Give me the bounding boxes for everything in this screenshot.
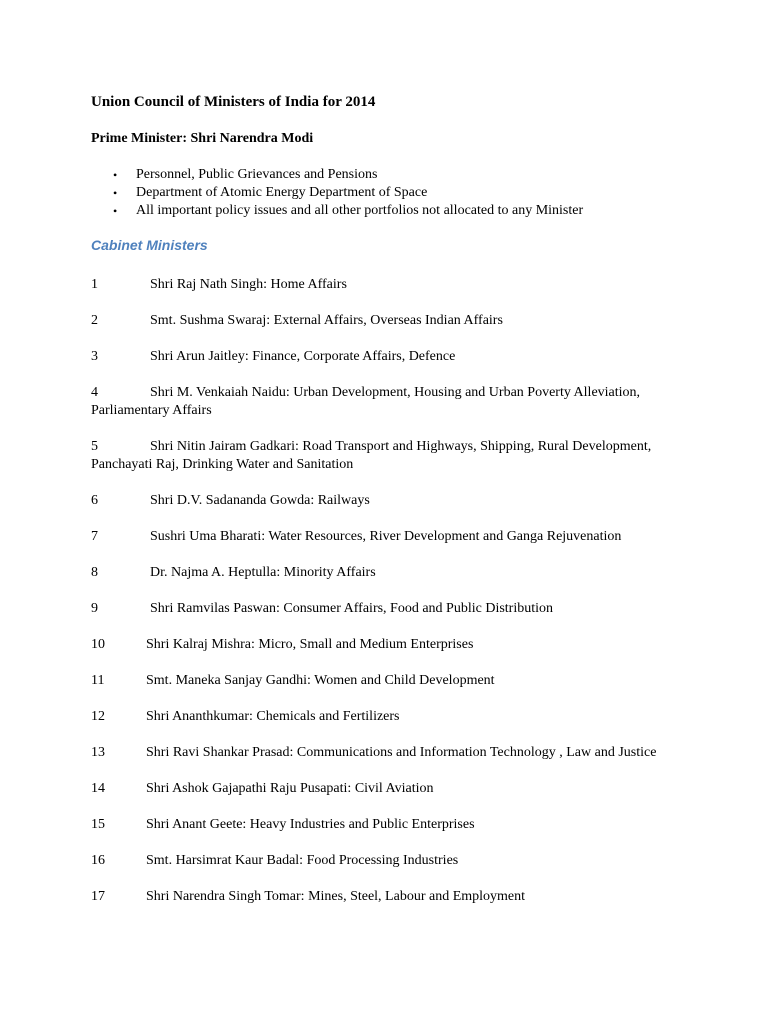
minister-text: Shri Kalraj Mishra: Micro, Small and Medium Enterprises (146, 637, 474, 652)
list-item (91, 564, 681, 582)
list-item (91, 528, 681, 546)
bullet-icon: • (113, 186, 118, 200)
minister-text: Shri Raj Nath Singh: Home Affairs (150, 277, 347, 292)
item-number: 14 (91, 781, 105, 796)
list-item (91, 166, 583, 184)
minister-text: Shri Ashok Gajapathi Raju Pusapati: Civil Aviation (146, 781, 434, 796)
portfolio-text: Department of Atomic Energy Department of Space (136, 185, 428, 200)
minister-text: Shri D.V. Sadananda Gowda: Railways (150, 493, 370, 508)
minister-text: Smt. Harsimrat Kaur Badal: Food Processing Industries (146, 853, 459, 868)
list-item (91, 202, 583, 220)
list-item (91, 780, 681, 798)
item-number: 3 (91, 349, 98, 364)
list-item (91, 888, 681, 906)
list-item (91, 708, 681, 726)
prime-minister-heading: Prime Minister: Shri Narendra Modi (91, 131, 314, 146)
list-item (91, 348, 681, 366)
item-number: 12 (91, 709, 105, 724)
portfolio-text: Personnel, Public Grievances and Pensions (136, 167, 378, 182)
minister-text: Shri Ananthkumar: Chemicals and Fertilizers (146, 709, 400, 724)
item-number: 15 (91, 817, 105, 832)
list-item (91, 744, 681, 762)
item-number: 11 (91, 673, 105, 688)
item-number: 5 (91, 439, 98, 454)
minister-text: Sushri Uma Bharati: Water Resources, River Development and Ganga Rejuvenation (150, 529, 622, 544)
list-item (91, 852, 681, 870)
document-title: Union Council of Ministers of India for 2014 (91, 94, 376, 110)
minister-text: Shri Ramvilas Paswan: Consumer Affairs, Food and Public Distribution (150, 601, 554, 616)
item-number: 9 (91, 601, 98, 616)
list-item (91, 438, 681, 474)
list-item (91, 816, 681, 834)
minister-text: Shri Arun Jaitley: Finance, Corporate Affairs, Defence (150, 349, 456, 364)
minister-text: Shri Anant Geete: Heavy Industries and Public Enterprises (146, 817, 475, 832)
minister-text: Shri Narendra Singh Tomar: Mines, Steel, Labour and Employment (146, 889, 526, 904)
item-number: 1 (91, 277, 98, 292)
item-number: 17 (91, 889, 105, 904)
item-number: 13 (91, 745, 105, 760)
list-item (91, 276, 681, 294)
list-item (91, 312, 681, 330)
minister-text: Smt. Sushma Swaraj: External Affairs, Overseas Indian Affairs (150, 313, 503, 328)
item-number: 4 (91, 385, 98, 400)
cabinet-minister-list (91, 276, 681, 924)
minister-text: Shri M. Venkaiah Naidu: Urban Development, Housing and Urban Poverty Alleviation, Parliamentary Affairs (91, 385, 641, 418)
item-number: 7 (91, 529, 98, 544)
minister-text: Smt. Maneka Sanjay Gandhi: Women and Child Development (146, 673, 495, 688)
list-item (91, 636, 681, 654)
item-number: 16 (91, 853, 105, 868)
list-item (91, 184, 583, 202)
item-number: 6 (91, 493, 98, 508)
list-item (91, 492, 681, 510)
pm-portfolio-list (91, 166, 583, 220)
list-item (91, 384, 681, 420)
bullet-icon: • (113, 204, 118, 218)
list-item (91, 600, 681, 618)
minister-text: Shri Nitin Jairam Gadkari: Road Transport and Highways, Shipping, Rural Development, Panchayati Raj, Drinking Water and Sanitation (91, 439, 652, 472)
section-heading-cabinet: Cabinet Ministers (91, 237, 208, 253)
list-item (91, 672, 681, 690)
item-number: 8 (91, 565, 98, 580)
minister-text: Shri Ravi Shankar Prasad: Communications and Information Technology , Law and Justice (146, 745, 657, 760)
item-number: 2 (91, 313, 98, 328)
bullet-icon: • (113, 168, 118, 182)
portfolio-text: All important policy issues and all other portfolios not allocated to any Minister (136, 203, 584, 218)
minister-text: Dr. Najma A. Heptulla: Minority Affairs (150, 565, 376, 580)
item-number: 10 (91, 637, 105, 652)
